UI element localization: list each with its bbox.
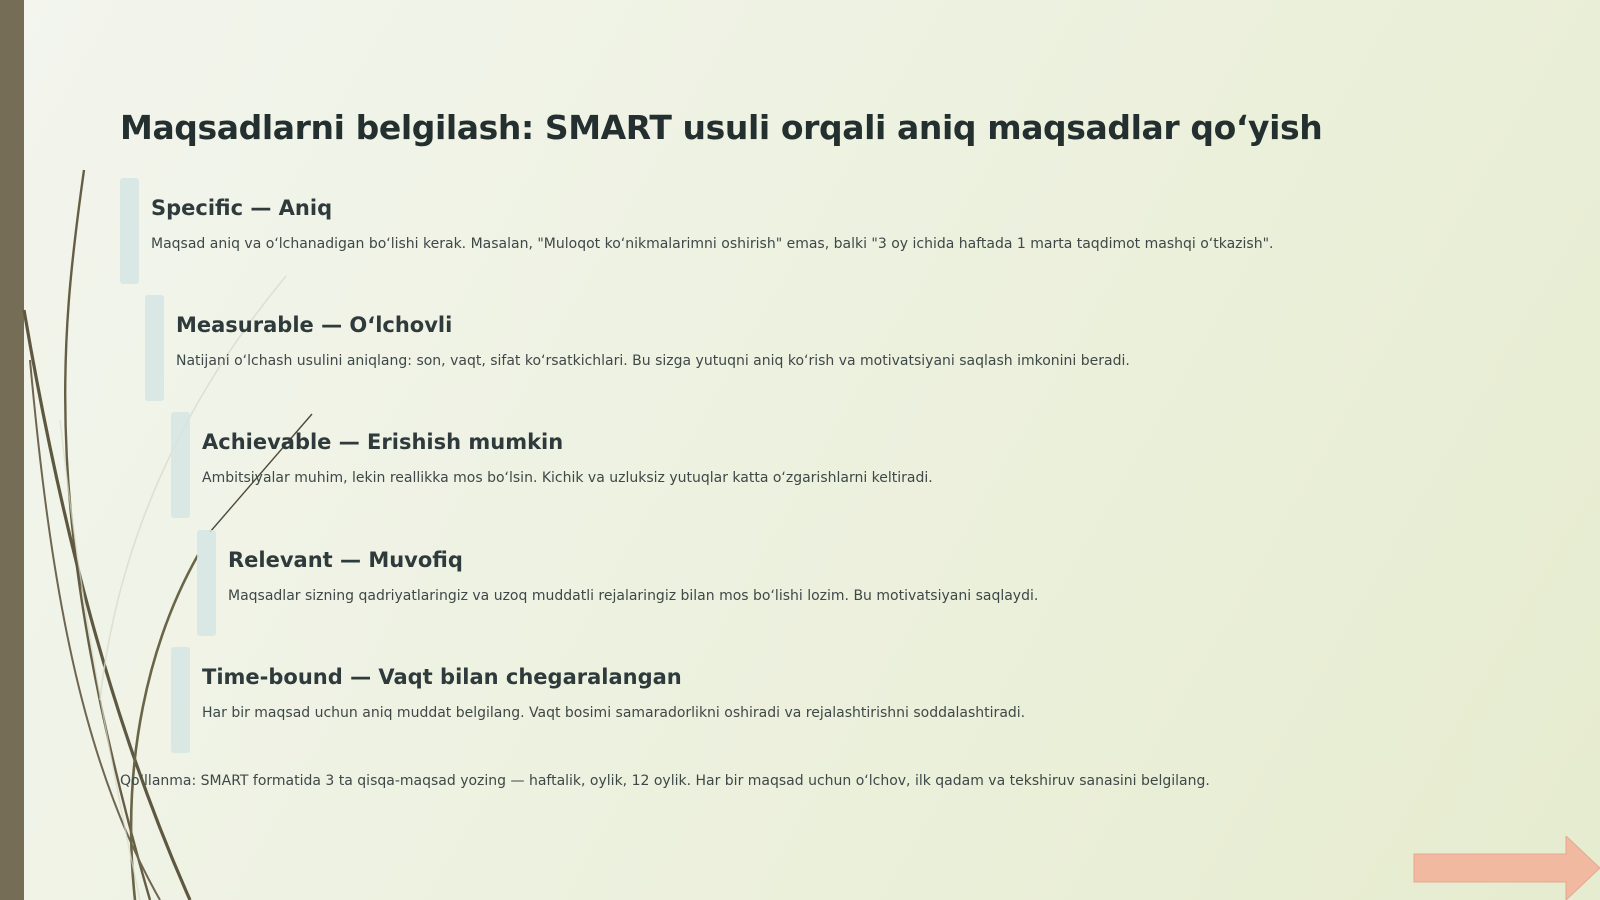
arrow-right-icon [1414,836,1600,900]
slide-title: Maqsadlarni belgilash: SMART usuli orqali aniq maqsadlar qo‘yish [120,108,1323,147]
item-description: Natijani o‘lchash usulini aniqlang: son, vaqt, sifat ko‘rsatkichlari. Bu sizga yutuqni aniq ko‘rish va motivatsiyani saqlash imkonini beradi. [176,353,1130,369]
item-title: Relevant — Muvofiq [228,548,463,572]
footer-note: Qo‘llanma: SMART formatida 3 ta qisqa-maqsad yozing — haftalik, oylik, 12 oylik. Har bir maqsad uchun o‘lchov, ilk qadam va tekshiruv sanasini belgilang. [120,773,1210,789]
item-accent-strip [171,647,190,753]
item-description: Har bir maqsad uchun aniq muddat belgilang. Vaqt bosimi samaradorlikni oshiradi va rejalashtirishni soddalashtiradi. [202,705,1026,721]
next-slide-button[interactable] [1412,836,1600,900]
item-description: Maqsadlar sizning qadriyatlaringiz va uzoq muddatli rejalaringiz bilan mos bo‘lishi lozim. Bu motivatsiyani saqlaydi. [228,588,1039,604]
item-accent-strip [171,412,190,518]
item-title: Achievable — Erishish mumkin [202,430,564,454]
item-title: Specific — Aniq [151,196,333,220]
item-title: Measurable — O‘lchovli [176,313,453,337]
item-title: Time-bound — Vaqt bilan chegaralangan [202,665,682,689]
item-accent-strip [145,295,164,401]
item-description: Ambitsiyalar muhim, lekin reallikka mos bo‘lsin. Kichik va uzluksiz yutuqlar katta o‘zgarishlarni keltiradi. [202,470,933,486]
item-description: Maqsad aniq va o‘lchanadigan bo‘lishi kerak. Masalan, "Muloqot ko‘nikmalarimni oshirish" emas, balki "3 oy ichida haftada 1 marta taqdimot mashqi o‘tkazish". [151,236,1274,252]
item-accent-strip [197,530,216,636]
left-accent-bar [0,0,24,900]
item-accent-strip [120,178,139,284]
